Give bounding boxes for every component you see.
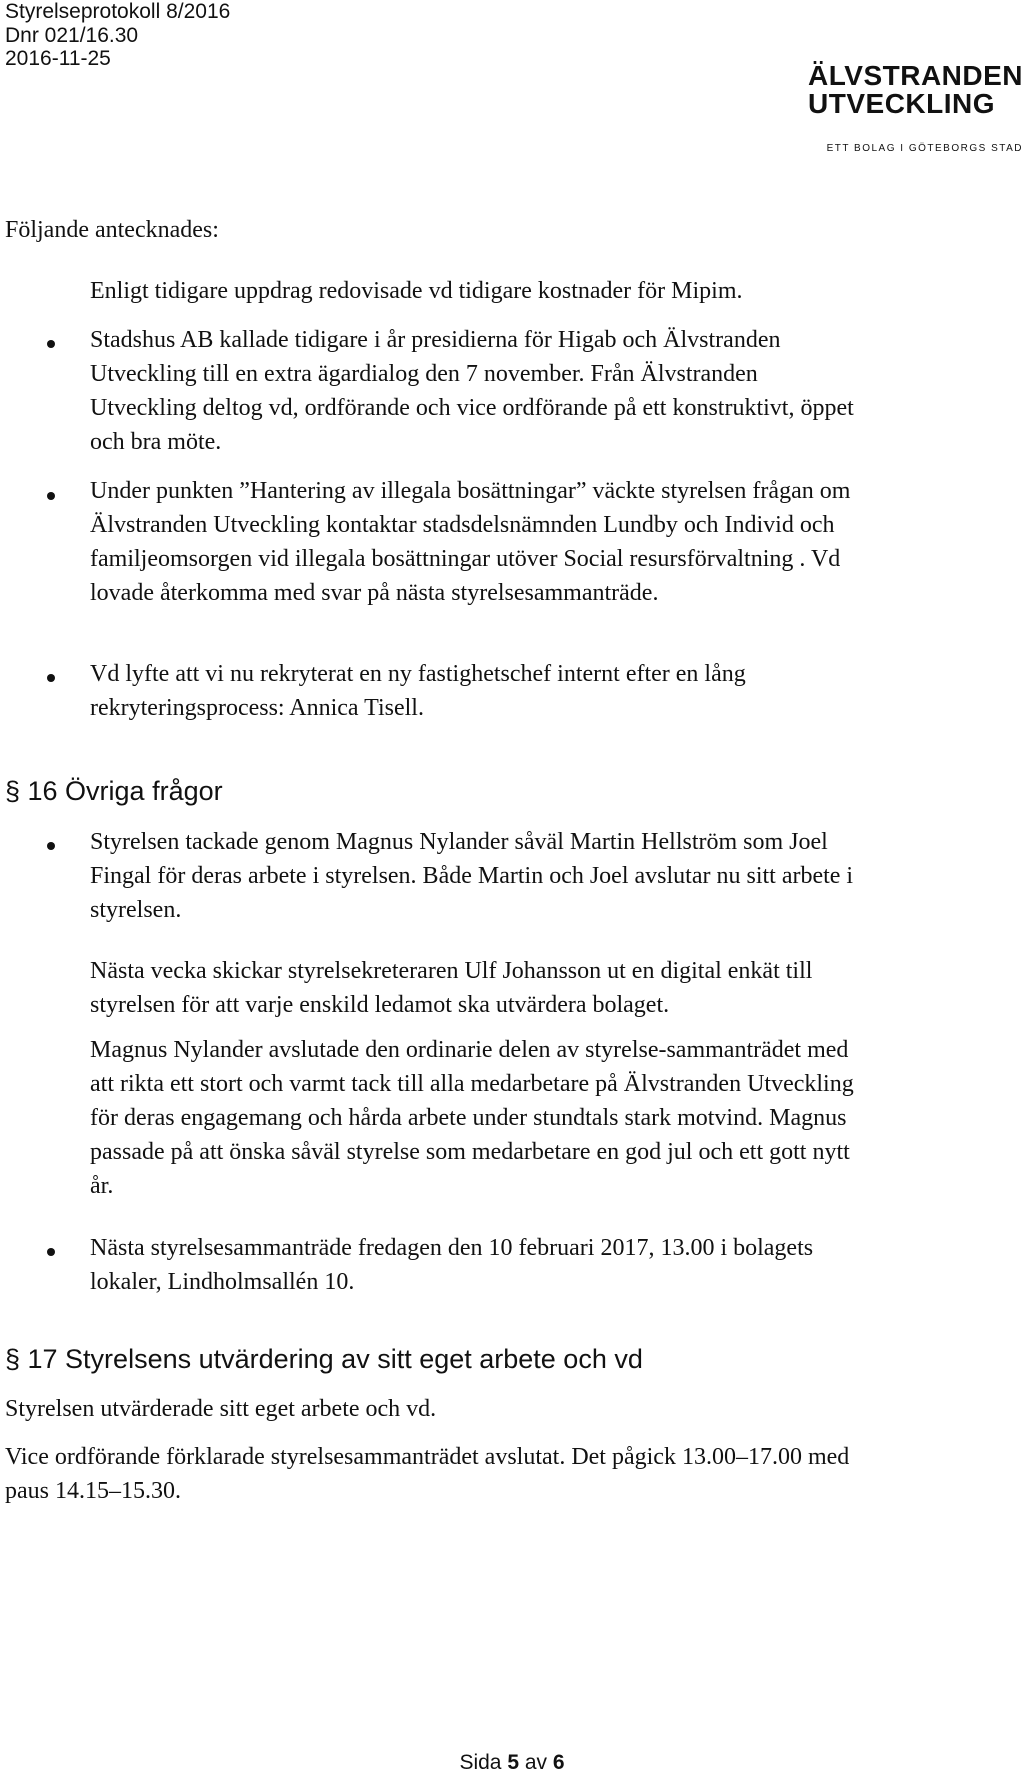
section-heading: § 16 Övriga frågor xyxy=(5,776,223,806)
logo-line-1: ÄLVSTRANDEN xyxy=(808,60,1023,91)
bullet-item: Nästa styrelsesammanträde fredagen den 10 februari 2017, 13.00 i bolagets lokaler, Lindholmsallén 10. xyxy=(90,1235,814,1295)
bullet-dot xyxy=(47,674,55,682)
date-label: 2016-11-25 xyxy=(5,47,111,70)
bullet-item: Under punkten ”Hantering av illegala bosättningar” väckte styrelsen frågan om Älvstranden Utveckling kontaktar stadsdelsnämnden Lundby och Individ och familjeomsorgen vid illegala bosättningar utöver Social resursförvaltning . Vd lovade återkomma med svar på nästa styrelsesammanträde. xyxy=(90,478,851,606)
bullet-item: Stadshus AB kallade tidigare i år presidierna för Higab och Älvstranden Utveckling till en extra ägardialog den 7 november. Från Älvstranden Utveckling deltog vd, ordförande och vice ordförande på ett konstruktivt, öppet och bra möte. xyxy=(90,327,854,455)
page-total: 6 xyxy=(552,1751,565,1774)
intro-text: Följande antecknades: xyxy=(5,217,219,243)
paragraph: Styrelsen utvärderade sitt eget arbete och vd. xyxy=(5,1396,437,1422)
logo-subtitle: ETT BOLAG I GÖTEBORGS STAD xyxy=(826,143,1023,154)
bullet-item: Styrelsen tackade genom Magnus Nylander såväl Martin Hellström som Joel Fingal för deras arbete i styrelsen. Både Martin och Joel avslutar nu sitt arbete i styrelsen. xyxy=(90,829,854,923)
logo-line-2: UTVECKLING xyxy=(808,88,996,119)
page-footer xyxy=(0,1751,1024,1775)
document-header xyxy=(5,0,230,71)
page-number: 5 xyxy=(507,1751,519,1774)
company-logo xyxy=(808,62,1023,154)
paragraph: Nästa vecka skickar styrelsekreteraren Ulf Johansson ut en digital enkät till styrelsen för att varje enskild ledamot ska utvärdera bolaget. xyxy=(90,958,813,1018)
bullet-dot xyxy=(47,492,55,500)
dnr-label: Dnr 021/16.30 xyxy=(5,23,139,47)
bullet-dot xyxy=(47,1248,55,1256)
paragraph: Magnus Nylander avslutade den ordinarie delen av styrelse-sammanträdet med att rikta ett stort och varmt tack till alla medarbetare på Älvstranden Utveckling för deras engagemang och hårda arbete under stundtals stark motvind. Magnus passade på att önska såväl styrelse som medarbetare en god jul och ett gott nytt år. xyxy=(90,1037,854,1199)
paragraph: Enligt tidigare uppdrag redovisade vd tidigare kostnader för Mipim. xyxy=(90,278,743,304)
section-heading: § 17 Styrelsens utvärdering av sitt eget arbete och vd xyxy=(5,1344,643,1374)
footer-middle: av xyxy=(519,1751,553,1774)
footer-prefix: Sida xyxy=(459,1751,508,1774)
bullet-dot xyxy=(47,340,55,348)
bullet-dot xyxy=(47,842,55,850)
bullet-item: Vd lyfte att vi nu rekryterat en ny fastighetschef internt efter en lång rekryteringsprocess: Annica Tisell. xyxy=(90,661,746,721)
paragraph: Vice ordförande förklarade styrelsesammanträdet avslutat. Det pågick 13.00–17.00 med paus 14.15–15.30. xyxy=(5,1444,850,1504)
protocol-label: Styrelseprotokoll 8/2016 xyxy=(5,0,231,23)
